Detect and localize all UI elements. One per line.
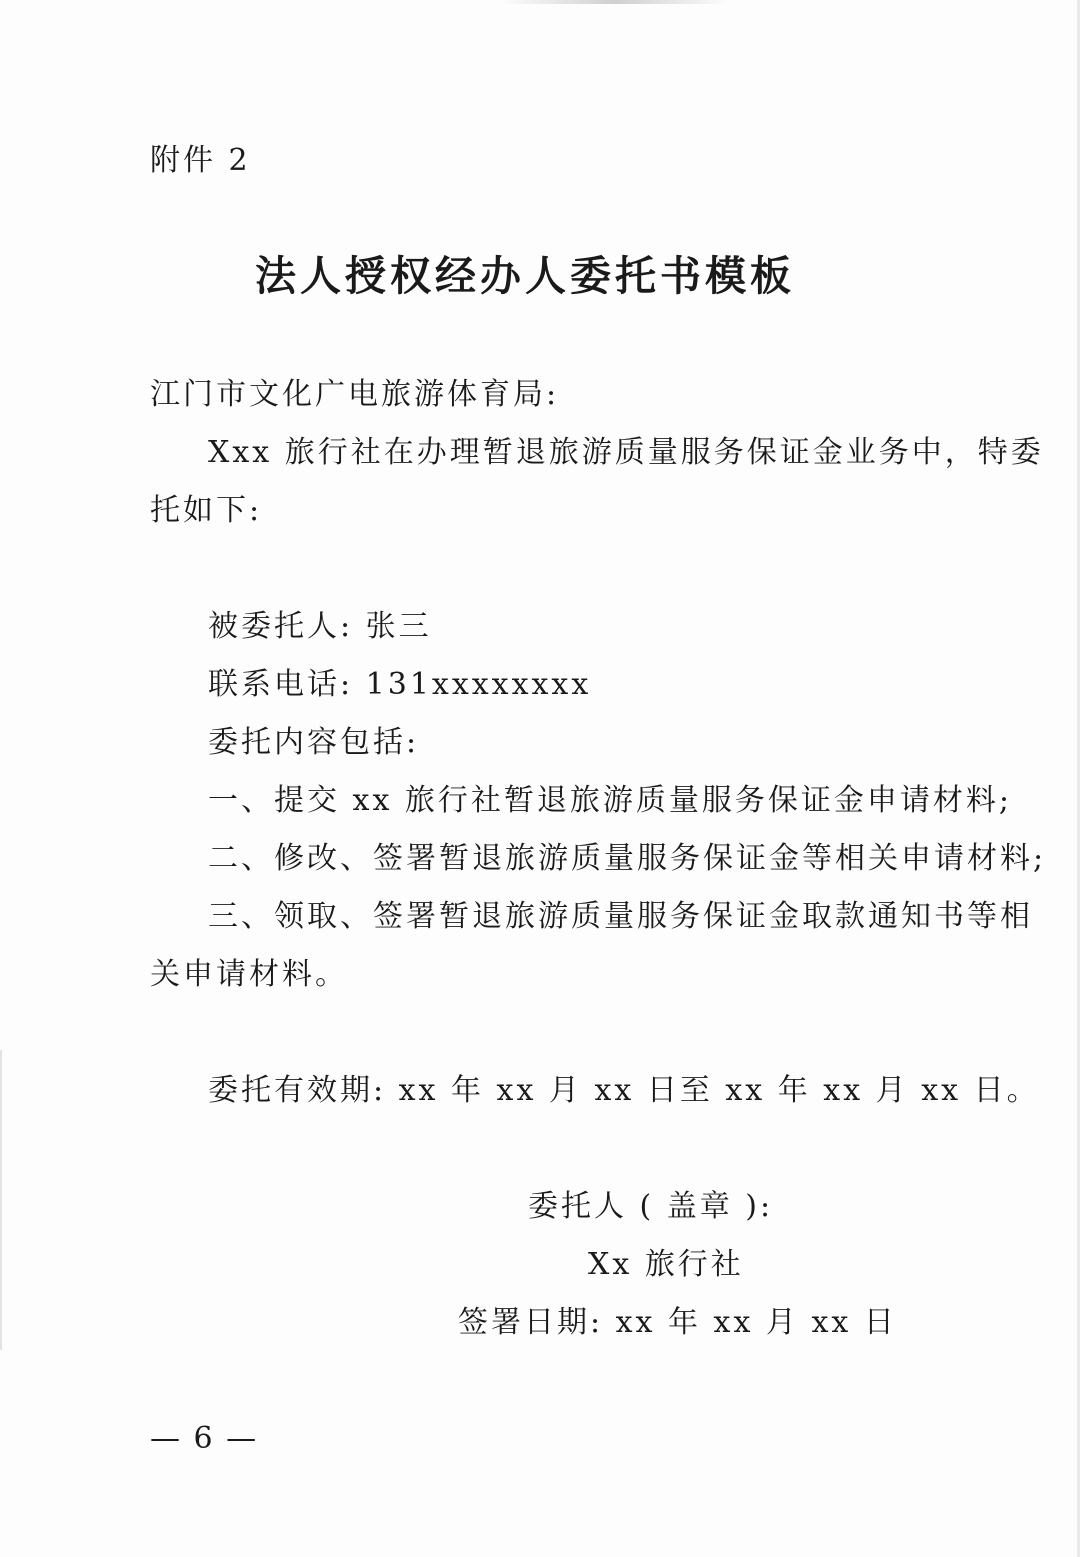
scope-item-3-line-1: 三、领取、签署暂退旅游质量服务保证金取款通知书等相	[208, 899, 1033, 934]
scope-item-1: 一、提交 xx 旅行社暂退旅游质量服务保证金申请材料;	[208, 783, 1013, 818]
scan-artifact-left	[0, 1050, 2, 1350]
intro-line-2: 托如下:	[150, 493, 263, 528]
phone-line: 联系电话: 131xxxxxxxx	[208, 667, 592, 702]
attachment-label: 附件 2	[150, 143, 251, 178]
scan-artifact-top	[500, 0, 730, 4]
principal-name: Xx 旅行社	[588, 1247, 744, 1282]
trustee-line: 被委托人: 张三	[208, 609, 432, 644]
sign-date: 签署日期: xx 年 xx 月 xx 日	[458, 1305, 897, 1340]
scope-item-2: 二、修改、签署暂退旅游质量服务保证金等相关申请材料;	[208, 841, 1047, 876]
page-number: — 6 —	[150, 1421, 259, 1456]
document-title: 法人授权经办人委托书模板	[255, 252, 795, 300]
addressee: 江门市文化广电旅游体育局:	[150, 377, 560, 412]
scope-heading: 委托内容包括:	[208, 725, 420, 760]
intro-line-1: Xxx 旅行社在办理暂退旅游质量服务保证金业务中，特委	[208, 435, 1044, 470]
validity-period: 委托有效期: xx 年 xx 月 xx 日至 xx 年 xx 月 xx 日。	[208, 1073, 1040, 1108]
scope-item-3-line-2: 关申请材料。	[150, 957, 348, 992]
principal-label: 委托人 ( 盖章 ):	[528, 1189, 774, 1224]
